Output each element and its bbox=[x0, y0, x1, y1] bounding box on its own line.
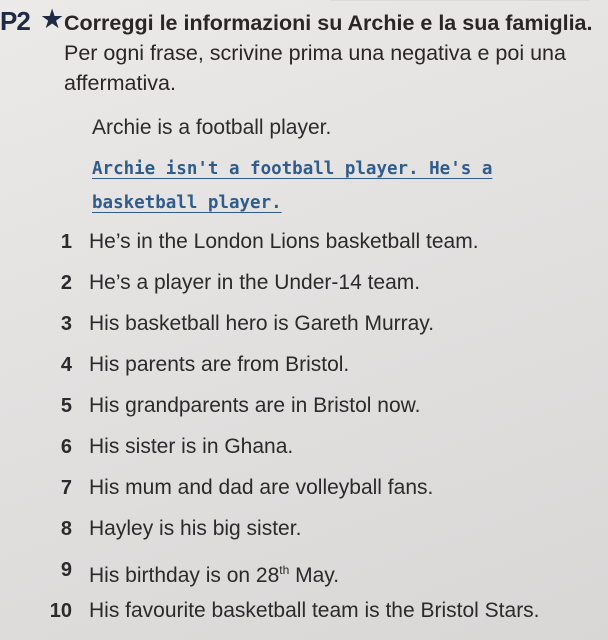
ordinal-suffix: th bbox=[279, 563, 290, 577]
list-item bbox=[0, 386, 608, 426]
item-text bbox=[89, 550, 339, 596]
item-number: 7 bbox=[60, 477, 72, 499]
list-item bbox=[0, 550, 608, 590]
instructions-rest-text: Per ogni frase, scrivine prima una negativa e poi una affermativa. bbox=[64, 41, 566, 95]
list-item bbox=[0, 222, 608, 262]
item-text: His basketball hero is Gareth Murray. bbox=[89, 312, 435, 335]
exercise-instructions bbox=[64, 8, 599, 98]
item-number: 10 bbox=[49, 600, 72, 622]
item-number: 2 bbox=[60, 272, 72, 294]
item-text: His parents are from Bristol. bbox=[89, 353, 350, 376]
item-number: 4 bbox=[60, 354, 72, 376]
item-number: 3 bbox=[60, 313, 72, 335]
item-text: His sister is in Ghana. bbox=[89, 435, 294, 458]
instructions-bold-text: Correggi le informazioni su Archie e la sua famiglia. bbox=[64, 11, 593, 35]
example-answer: Archie isn't a football player. He's a basketball player. bbox=[92, 159, 493, 213]
list-item bbox=[0, 427, 608, 467]
list-item bbox=[0, 468, 608, 508]
example-prompt: Archie is a football player. bbox=[92, 116, 332, 139]
item-number: 5 bbox=[60, 395, 72, 417]
difficulty-star-icon: ★ bbox=[40, 4, 65, 34]
item-text: Hayley is his big sister. bbox=[89, 517, 302, 540]
list-item bbox=[0, 509, 608, 549]
item-number: 6 bbox=[60, 436, 72, 458]
item-number: 1 bbox=[60, 231, 72, 253]
item-text: His mum and dad are volleyball fans. bbox=[89, 476, 434, 499]
item-text: His grandparents are in Bristol now. bbox=[89, 394, 421, 417]
list-item bbox=[0, 304, 608, 344]
item-text-before: His birthday is on 28 bbox=[89, 564, 280, 587]
item-number: 9 bbox=[60, 559, 72, 581]
list-item bbox=[0, 591, 608, 631]
item-text: His favourite basketball team is the Bristol Stars. bbox=[89, 599, 540, 622]
list-item bbox=[0, 263, 608, 303]
item-number: 8 bbox=[60, 518, 72, 540]
list-item bbox=[0, 345, 608, 385]
item-text-after: May. bbox=[289, 564, 340, 587]
item-text: He’s in the London Lions basketball team. bbox=[89, 230, 479, 253]
item-text: He’s a player in the Under-14 team. bbox=[89, 271, 421, 294]
exercise-number: P2 bbox=[0, 6, 30, 36]
